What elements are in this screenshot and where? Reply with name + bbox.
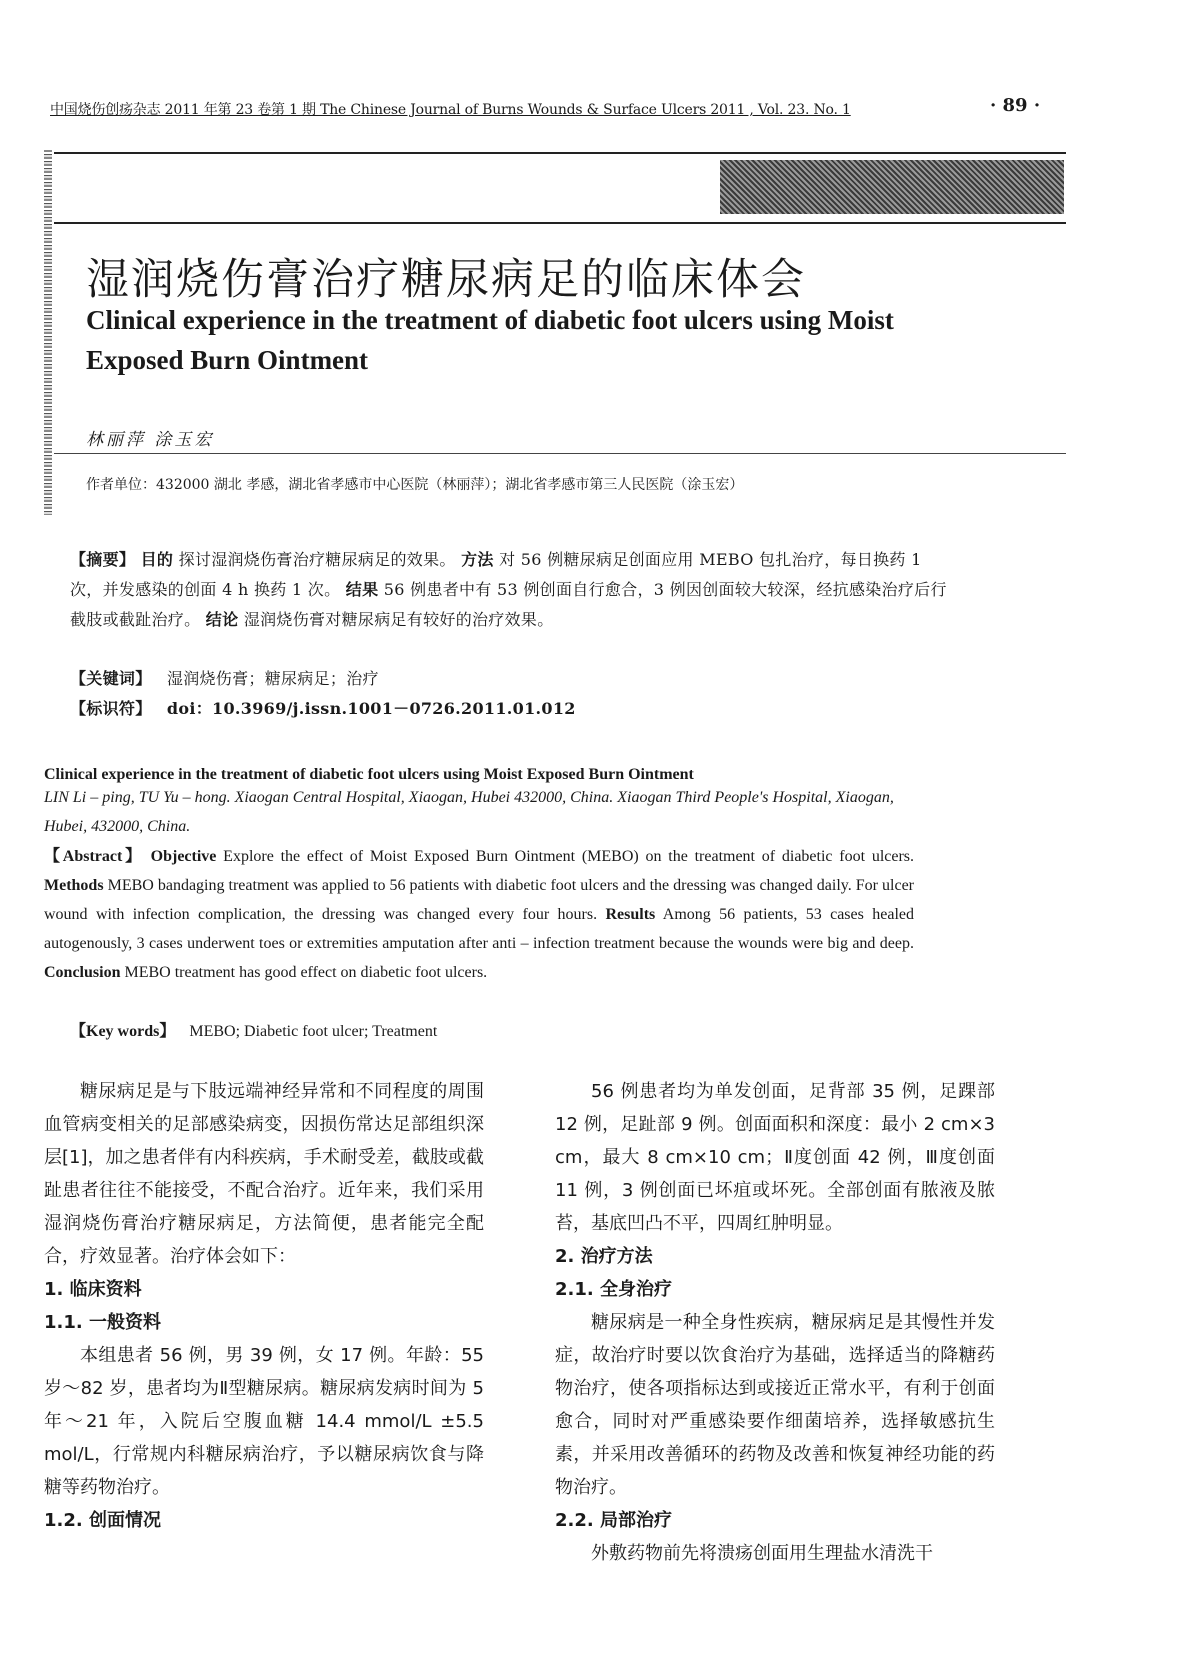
doi-label: 【标识符】: [70, 699, 152, 718]
title-english: Clinical experience in the treatment of diabetic foot ulcers using Moist Exposed Burn Ointment: [86, 305, 894, 375]
en-methods-label: Methods: [44, 877, 104, 894]
objective-label: 目的: [140, 550, 174, 569]
paragraph-1-1: 本组患者 56 例，男 39 例，女 17 例。年龄：55 岁～82 岁，患者均为Ⅱ型糖尿病。糖尿病发病时间为 5 年～21 年，入院后空腹血糖 14.4 mmol/L ±5.5 mol/L，行常规内科糖尿病治疗，予以糖尿病饮食与降糖等药物治疗。: [44, 1345, 484, 1498]
affiliation-chinese: 作者单位：432000 湖北 孝感，湖北省孝感市中心医院（林丽萍）；湖北省孝感市第三人民医院（涂玉宏）: [86, 477, 744, 493]
conclusion-text: 湿润烧伤膏对糖尿病足有较好的治疗效果。: [243, 610, 554, 629]
english-authors: LIN Li – ping, TU Yu – hong. Xiaogan Central Hospital, Xiaogan, Hubei 432000, China. Xiaogan Third People's Hospital, Xiaogan, Hubei, 432000, China.: [44, 789, 894, 835]
title-rule: [54, 222, 1066, 224]
en-conclusion-text: MEBO treatment has good effect on diabetic foot ulcers.: [124, 964, 488, 981]
section-heading-1: 1. 临床资料: [44, 1279, 142, 1300]
conclusion-label: 结论: [205, 610, 239, 629]
en-methods-text: MEBO bandaging treatment was applied to 56 patients with diabetic foot ulcers and the dressing was changed daily. For ulcer wound with infection complication, the dressing was changed every four hours.: [44, 877, 915, 923]
top-rule: [54, 152, 1066, 154]
decorative-side-bar: [44, 150, 52, 515]
objective-text: 探讨湿润烧伤膏治疗糖尿病足的效果。: [178, 550, 456, 569]
keywords-chinese: [70, 664, 379, 694]
english-abstract-title: Clinical experience in the treatment of diabetic foot ulcers using Moist Exposed Burn Ointment: [44, 766, 694, 783]
en-conclusion-label: Conclusion: [44, 964, 121, 981]
section-heading-2: 2. 治疗方法: [555, 1246, 653, 1267]
abstract-chinese: [70, 545, 950, 635]
subsection-heading-2-2: 2.2. 局部治疗: [555, 1510, 672, 1531]
paragraph-1-2: 56 例患者均为单发创面，足背部 35 例，足踝部 12 例，足趾部 9 例。创面面积和深度：最小 2 cm×3 cm，最大 8 cm×10 cm；Ⅱ度创面 42 例，Ⅲ度创面 11 例，3 例创面已坏疽或坏死。全部创面有脓液及脓苔，基底凹凸不平，四周红肿明显。: [555, 1081, 995, 1234]
author-rule: [54, 453, 1066, 454]
doi-text: doi：10.3969/j.issn.1001－0726.2011.01.012: [166, 699, 576, 718]
en-objective-label: Objective: [150, 848, 217, 865]
en-results-label: Results: [605, 906, 656, 923]
en-abstract-label: 【Abstract】: [44, 848, 144, 865]
subsection-heading-1-1: 1.1. 一般资料: [44, 1312, 161, 1333]
subsection-heading-2-1: 2.1. 全身治疗: [555, 1279, 672, 1300]
paragraph-2-1: 糖尿病是一种全身性疾病，糖尿病足是其慢性并发症，故治疗时要以饮食治疗为基础，选择适当的降糖药物治疗，使各项指标达到或接近正常水平，有利于创面愈合，同时对严重感染要作细菌培养，选择敏感抗生素，并采用改善循环的药物及改善和恢复神经功能的药物治疗。: [555, 1312, 995, 1498]
authors-chinese: 林丽萍 涂玉宏: [86, 430, 215, 450]
en-keywords-label: 【Key words】: [70, 1023, 176, 1040]
keywords-text: 湿润烧伤膏；糖尿病足；治疗: [166, 669, 379, 688]
methods-label: 方法: [461, 550, 494, 569]
results-text: 56 例患者中有 53 例创面自行愈合，3 例因创面较大较深，经抗感染治疗后行截肢或截趾治疗。: [70, 580, 947, 629]
intro-paragraph: 糖尿病足是与下肢远端神经异常和不同程度的周围血管病变相关的足部感染病变，因损伤常达足部组织深层[1]，加之患者伴有内科疾病，手术耐受差，截肢或截趾患者往往不能接受，不配合治疗。近年来，我们采用湿润烧伤膏治疗糖尿病足，方法简便，患者能完全配合，疗效显著。治疗体会如下：: [44, 1081, 484, 1267]
paragraph-2-2: 外敷药物前先将溃疡创面用生理盐水清洗干: [591, 1543, 933, 1564]
keywords-label: 【关键词】: [70, 669, 152, 688]
en-objective-text: Explore the effect of Moist Exposed Burn Ointment (MEBO) on the treatment of diabetic foot ulcers.: [223, 848, 915, 865]
results-label: 结果: [345, 580, 379, 599]
body-column-left: [44, 1075, 484, 1537]
running-head: 中国烧伤创疡杂志 2011 年第 23 卷第 1 期 The Chinese Journal of Burns Wounds & Surface Ulcers 2011 , Vol. 23. No. 1: [50, 102, 851, 118]
keywords-english: [70, 1017, 437, 1046]
abstract-label: 【摘要】: [70, 550, 136, 569]
en-results-text: Among 56 patients, 53 cases healed autogenously, 3 cases underwent toes or extremities amputation after anti – infection treatment because the wounds were big and deep.: [44, 906, 914, 952]
methods-text: 对 56 例糖尿病足创面应用 MEBO 包扎治疗，每日换药 1 次，并发感染的创面 4 h 换药 1 次。: [70, 550, 922, 599]
page-number: · 89 ·: [990, 95, 1041, 116]
en-keywords-text: MEBO; Diabetic foot ulcer; Treatment: [189, 1023, 438, 1040]
column-banner: [720, 160, 1064, 214]
subsection-heading-1-2: 1.2. 创面情况: [44, 1510, 161, 1531]
title-chinese: 湿润烧伤膏治疗糖尿病足的临床体会: [86, 255, 806, 305]
body-column-right: [555, 1075, 995, 1570]
abstract-english: [44, 842, 914, 987]
doi-line: [70, 694, 576, 724]
